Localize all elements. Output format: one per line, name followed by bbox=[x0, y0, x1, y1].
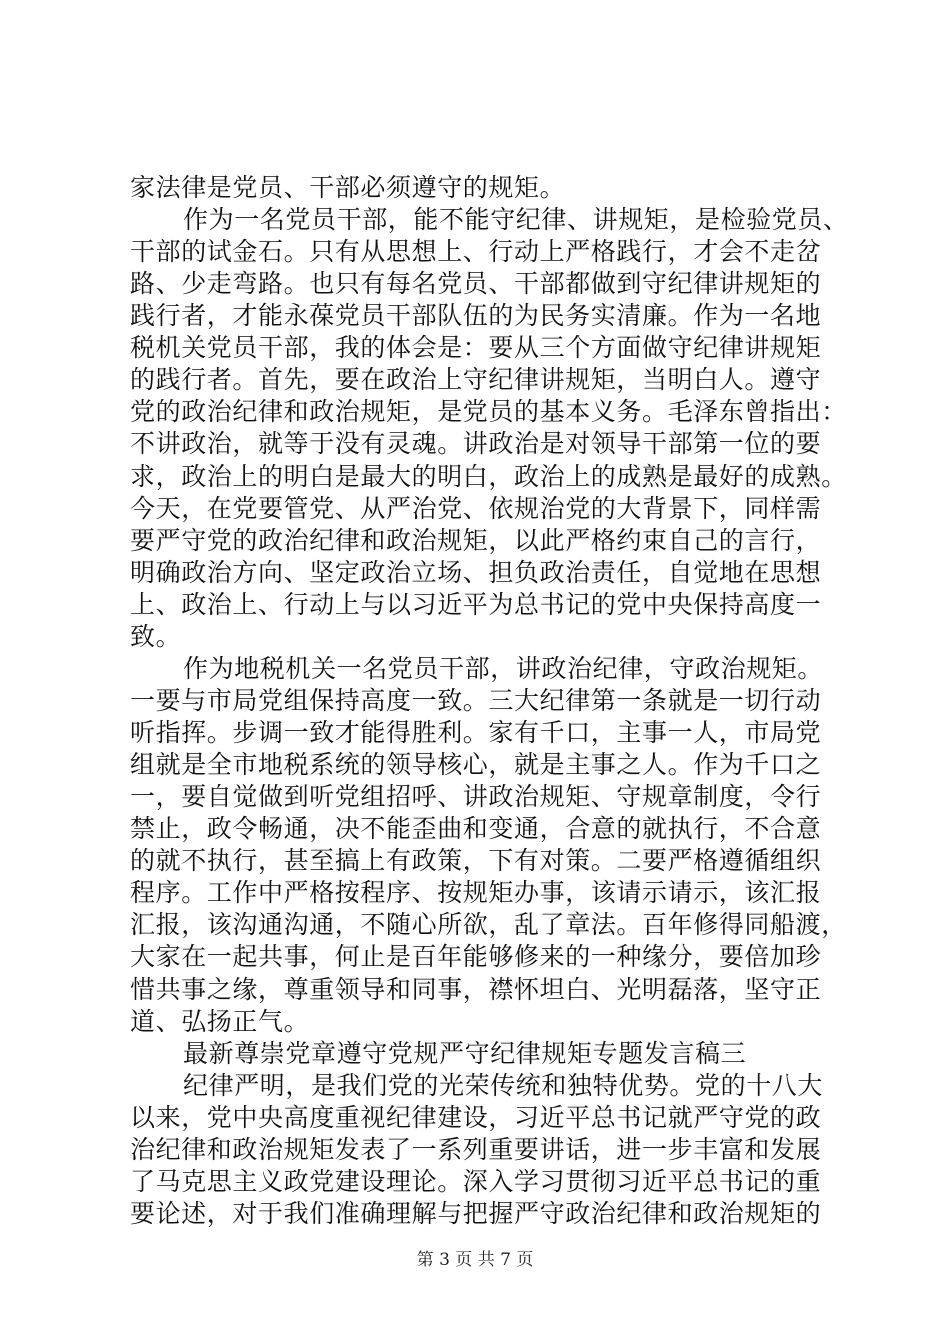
text-line: 求，政治上的明白是最大的明白，政治上的成熟是最好的成熟。 bbox=[130, 461, 847, 491]
text-line: 路、少走弯路。也只有每名党员、干部都做到守纪律讲规矩的 bbox=[130, 269, 822, 299]
text-line: 上、政治上、行动上与以习近平为总书记的党中央保持高度一 bbox=[130, 589, 822, 619]
text-line: 大家在一起共事，何止是百年能够修来的一种缘分，要倍加珍 bbox=[130, 942, 822, 972]
text-line: 道、弘扬正气。 bbox=[130, 1006, 310, 1036]
text-line: 党的政治纪律和政治规矩，是党员的基本义务。毛泽东曾指出： bbox=[130, 397, 847, 427]
section-title: 最新尊崇党章遵守党规严守纪律规矩专题发言稿三 bbox=[183, 1038, 747, 1068]
text-line: 干部的试金石。只有从思想上、行动上严格践行，才会不走岔 bbox=[130, 237, 822, 267]
text-line: 程序。工作中严格按程序、按规矩办事，该请示请示，该汇报 bbox=[130, 878, 822, 908]
text-line: 践行者，才能永葆党员干部队伍的为民务实清廉。作为一名地 bbox=[130, 301, 822, 331]
text-line: 组就是全市地税系统的领导核心，就是主事之人。作为千口之 bbox=[130, 750, 822, 780]
text-line: 汇报，该沟通沟通，不随心所欲，乱了章法。百年修得同船渡， bbox=[130, 910, 847, 940]
text-line: 的践行者。首先，要在政治上守纪律讲规矩，当明白人。遵守 bbox=[130, 365, 822, 395]
paragraph-start-line: 纪律严明，是我们党的光荣传统和独特优势。党的十八大 bbox=[183, 1070, 824, 1100]
text-line: 一要与市局党组保持高度一致。三大纪律第一条就是一切行动 bbox=[130, 685, 822, 715]
text-line: 治纪律和政治规矩发表了一系列重要讲话，进一步丰富和发展 bbox=[130, 1134, 822, 1164]
text-line: 明确政治方向、坚定政治立场、担负政治责任，自觉地在思想 bbox=[130, 557, 822, 587]
paragraph-start-line: 作为地税机关一名党员干部，讲政治纪律，守政治规矩。 bbox=[183, 653, 824, 683]
text-line: 听指挥。步调一致才能得胜利。家有千口，主事一人，市局党 bbox=[130, 718, 822, 748]
text-line: 致。 bbox=[130, 621, 182, 651]
page-number-footer: 第 3 页 共 7 页 bbox=[416, 1250, 534, 1270]
paragraph-start-line: 作为一名党员干部，能不能守纪律、讲规矩，是检验党员、 bbox=[183, 205, 849, 235]
text-line: 惜共事之缘，尊重领导和同事，襟怀坦白、光明磊落，坚守正 bbox=[130, 974, 822, 1004]
text-line: 要严守党的政治纪律和政治规矩，以此严格约束自己的言行， bbox=[130, 525, 822, 555]
text-line: 以来，党中央高度重视纪律建设，习近平总书记就严守党的政 bbox=[130, 1102, 822, 1132]
text-line: 一，要自觉做到听党组招呼、讲政治规矩、守规章制度，令行 bbox=[130, 782, 822, 812]
text-line: 税机关党员干部，我的体会是：要从三个方面做守纪律讲规矩 bbox=[130, 333, 822, 363]
text-line: 要论述，对于我们准确理解与把握严守政治纪律和政治规矩的 bbox=[130, 1198, 822, 1228]
text-line: 家法律是党员、干部必须遵守的规矩。 bbox=[130, 173, 566, 202]
text-line: 的就不执行，甚至搞上有政策，下有对策。二要严格遵循组织 bbox=[130, 846, 822, 876]
text-line: 不讲政治，就等于没有灵魂。讲政治是对领导干部第一位的要 bbox=[130, 429, 822, 459]
text-line: 禁止，政令畅通，决不能歪曲和变通，合意的就执行，不合意 bbox=[130, 814, 822, 844]
text-line: 了马克思主义政党建设理论。深入学习贯彻习近平总书记的重 bbox=[130, 1166, 822, 1196]
text-line: 今天，在党要管党、从严治党、依规治党的大背景下，同样需 bbox=[130, 493, 822, 523]
